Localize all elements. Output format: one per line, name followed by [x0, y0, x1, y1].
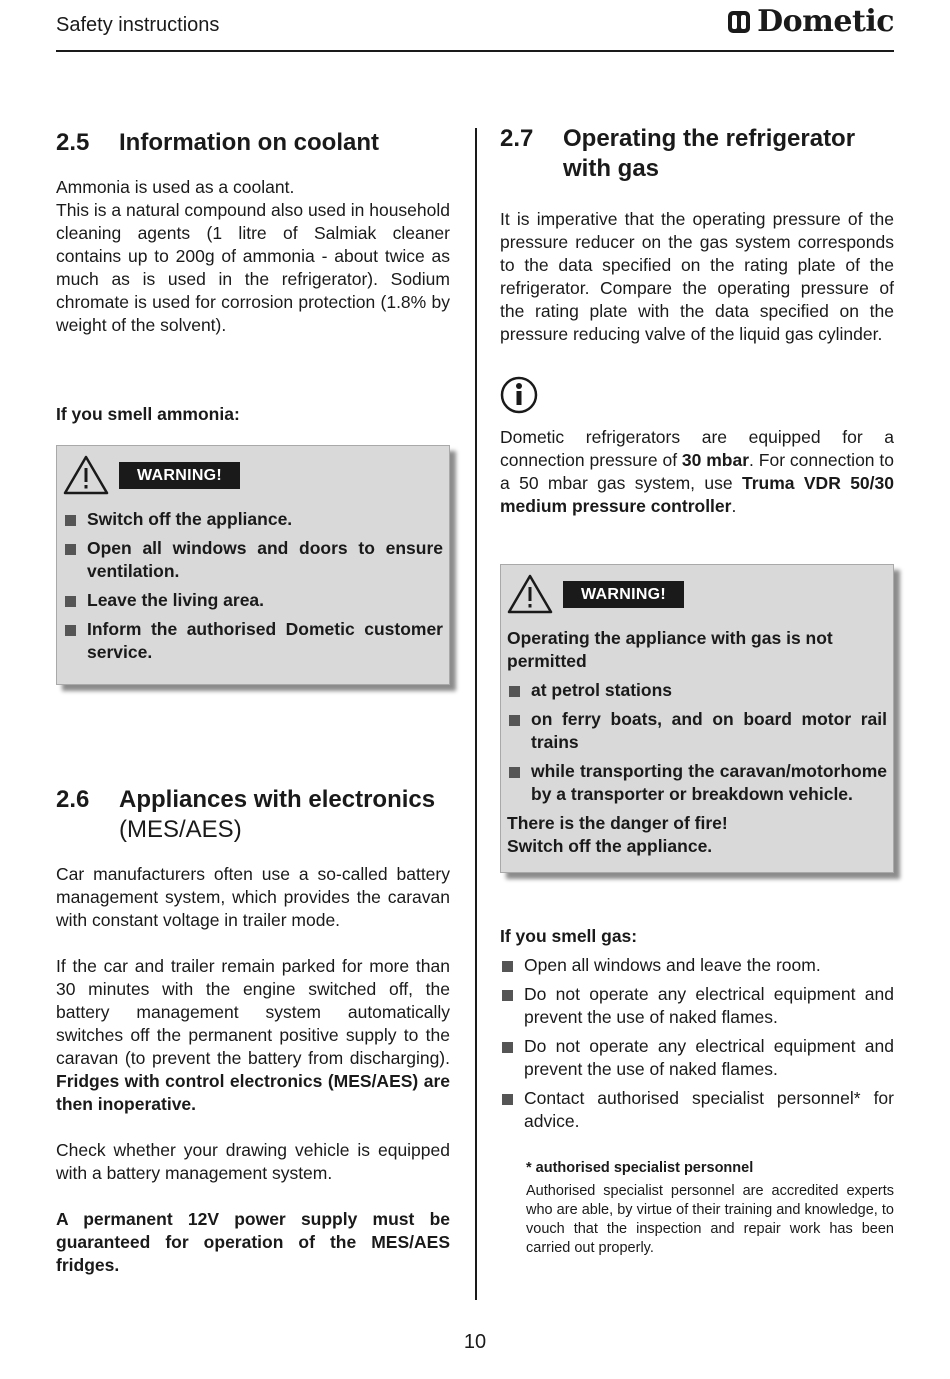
footnote-title: * authorised specialist personnel — [526, 1160, 754, 1176]
right-column — [500, 124, 894, 1258]
info-text: . For connection to a 50 mbar gas system, use — [500, 450, 894, 493]
column-divider — [475, 128, 477, 1300]
section-number: 2.7 — [500, 125, 534, 152]
section-2-6-heading — [56, 785, 450, 845]
paragraph: Check whether your drawing vehicle is equipped with a battery management system. — [56, 1140, 450, 1183]
list-item: on ferry boats, and on board motor rail trains — [507, 708, 887, 754]
paragraph: Car manufacturers often use a so-called battery management system, which provides the caravan with constant voltage in trailer mode. — [56, 864, 450, 930]
gas-action-list — [500, 954, 894, 1133]
section-number: 2.6 — [56, 786, 90, 813]
warning-triangle-icon — [507, 573, 553, 615]
paragraph-emphasis: A permanent 12V power supply must be guaranteed for operation of the MES/AES fridges. — [56, 1209, 450, 1275]
brand-logo — [727, 4, 894, 39]
warning-list — [507, 679, 887, 806]
section-2-5-heading — [56, 128, 450, 158]
info-text: Dometic refrigerators are equipped for a connection pressure of — [500, 427, 894, 470]
warning-outro: There is the danger of fire! — [507, 813, 728, 833]
ammonia-warning-box — [56, 445, 450, 685]
section-title: Information on coolant — [119, 129, 379, 156]
left-column — [56, 128, 450, 1277]
list-item: Switch off the appliance. — [63, 508, 443, 531]
list-item: at petrol stations — [507, 679, 887, 702]
warning-outro: Switch off the appliance. — [507, 836, 713, 856]
list-item: Inform the authorised Dometic customer service. — [63, 618, 443, 664]
list-item: while transporting the caravan/motorhome by a transporter or breakdown vehicle. — [507, 760, 887, 806]
info-emphasis: Truma VDR 50/30 medium pressure controller — [500, 473, 894, 516]
warning-triangle-icon — [63, 454, 109, 496]
page-number: 10 — [463, 1331, 487, 1353]
list-item: Do not operate any electrical equipment and prevent the use of naked flames. — [500, 1035, 894, 1081]
info-text: . — [731, 496, 737, 516]
paragraph-emphasis: Fridges with control electronics (MES/AES) are then inoperative. — [56, 1071, 450, 1114]
section-title: Operating the refrigerator with gas — [563, 125, 856, 182]
section-subtitle: (MES/AES) — [119, 816, 242, 843]
section-title: Appliances with electronics — [119, 786, 436, 813]
warning-label: WARNING! — [119, 462, 240, 489]
info-paragraph — [500, 426, 894, 518]
footnote-text: Authorised specialist personnel are accredited experts who are able, by virtue of their training and knowledge, to vouch that the inspection and repair work has been carried out properly. — [526, 1183, 894, 1256]
paragraph: This is a natural compound also used in household cleaning agents (1 litre of Salmiak cleaner contains up to 200g of ammonia - about twice as much as is used in the refrigerator). Sodium chromate is used for corrosion protection (1.8% by weight of the solvent). — [56, 200, 450, 335]
section-2-7-heading — [500, 124, 894, 184]
brand-name: Dometic — [757, 4, 894, 39]
info-icon — [500, 376, 538, 414]
list-item: Do not operate any electrical equipment and prevent the use of naked flames. — [500, 983, 894, 1029]
section-header-title: Safety instructions — [56, 14, 220, 36]
paragraph — [56, 955, 450, 1116]
subheading: If you smell gas: — [500, 926, 638, 946]
list-item: Contact authorised specialist personnel* for advice. — [500, 1087, 894, 1133]
warning-label: WARNING! — [563, 581, 684, 608]
gas-warning-box — [500, 564, 894, 873]
paragraph-text: If the car and trailer remain parked for more than 30 minutes with the engine switched off, the battery management system automatically switches off the permanent positive supply to the caravan (to prevent the battery from discharging). — [56, 956, 450, 1068]
paragraph: It is imperative that the operating pressure of the pressure reducer on the gas system corresponds to the data specified on the rating plate of the refrigerator. Compare the operating pressure of the rating plate with the data specified on the pressure reducing valve of the liquid gas cylinder. — [500, 209, 894, 344]
dometic-logo-icon — [727, 10, 751, 34]
info-emphasis: 30 mbar — [681, 450, 750, 470]
subheading: If you smell ammonia: — [56, 404, 240, 424]
list-item: Open all windows and doors to ensure ventilation. — [63, 537, 443, 583]
paragraph: Ammonia is used as a coolant. — [56, 177, 295, 197]
footnote — [526, 1159, 894, 1258]
warning-intro: Operating the appliance with gas is not permitted — [507, 628, 833, 671]
list-item: Leave the living area. — [63, 589, 443, 612]
list-item: Open all windows and leave the room. — [500, 954, 894, 977]
warning-list — [63, 508, 443, 664]
header-divider — [56, 50, 894, 52]
section-number: 2.5 — [56, 129, 90, 156]
